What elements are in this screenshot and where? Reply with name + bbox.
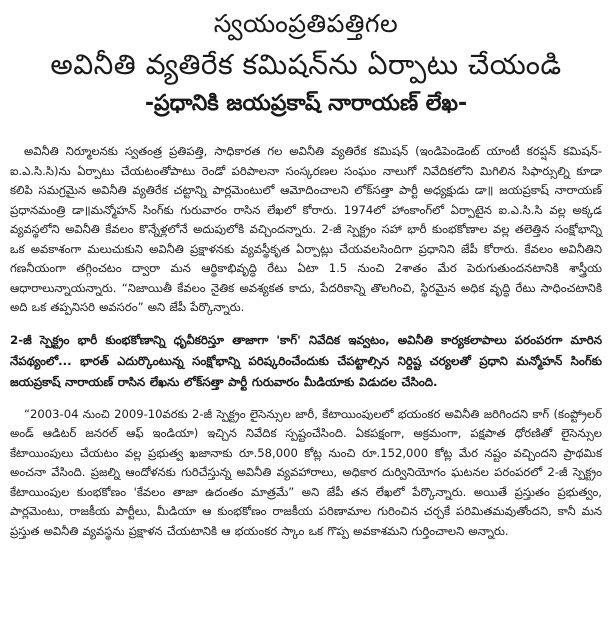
headline-subtitle: -ప్రధానికి జయప్రకాష్ నారాయణ్ లేఖ- — [144, 91, 468, 116]
headline-block — [10, 4, 602, 122]
article-paragraph-1: అవినీతి నిర్మూలనకు స్వతంత్ర ప్రతిపత్తి, సాధికారత గల అవినీతి వ్యతిరేక కమిషన్ (ఇండిపెండెంట్ యాంటీ కరప్షన్ కమిషన్-ఐ.ఎ.సి.సి)ను ఏర్పాటు చేయటంతోపాటు రెండో పరిపాలనా సంస్కరణల సంఘం నాలుగో నివేదికలోని మిగిలిన సిఫార్సుల్ని కూడా కలిపి సమగ్రమైన అవినీతి వ్యతిరేక చట్టాన్ని పార్లమెంటులో ఆమోదించాలని లోక్‌సత్తా పార్టీ అధ్యక్షుడు డా॥ జయప్రకాష్ నారాయణ్ ప్రధానమంత్రి డా॥మన్మోహన్ సింగ్‌కు గురువారం రాసిన లేఖలో కోరారు. 1974లో హాంకాంగ్‌లో ఏర్పాటైన ఐ.ఎ.సి.సి వల్ల అక్కడ వ్యవస్థలోని అవినీతి కేవలం కొన్నేళ్లలోనే అదుపులోకి వచ్చిందన్నారు. 2-జీ స్పెక్ట్రం సహా భారీ కుంభకోణాల వల్ల తలెత్తిన సంక్షోభాన్ని ఒక అవకాశంగా మలుచుకుని అవినీతి ప్రక్షాళనకు వ్యవస్థీకృత ఏర్పాట్లు చేయవలసిందిగా ప్రధానిని జేపీ కోరారు. కేవలం అవినీతిని గణనీయంగా తగ్గించటం ద్వారా మన ఆర్థికాభివృద్ధి రేటు ఏటా 1.5 నుంచి 2శాతం మేర పెరుగుతుందనటానికి శాస్త్రీయ ఆధారాలున్నాయన్నారు. “నిజాయితీ కేవలం నైతిక అవశ్యకత కాదు, పేదరికాన్ని తొలగించి, స్థిరమైన అధిక వృద్ధి రేటు సాధించటానికి అది ఒక తప్పనిసరి అవసరం” అని జేపీ పేర్కొన్నారు. — [10, 144, 602, 314]
article-paragraph-3: “2003-04 నుంచి 2009-10వరకు 2-జీ స్పెక్ట్రం లైసెన్సుల జారీ, కేటాయింపులలో భయంకర అవినీతి జరిగిందని కాగ్ (కంప్ట్రోలర్ అండ్ ఆడిటర్ జనరల్ ఆఫ్ ఇండియా) ఇచ్చిన నివేదిక స్పష్టంచేసింది. ఏకపక్షంగా, అక్రమంగా, పక్షపాత ధోరణితో లైసెన్సుల కేటాయింపులు చేయటం వల్ల ప్రభుత్వ ఖజానాకు రూ.58,000 కోట్ల నుంచి రూ.152,000 కోట్ల మేర నష్టం వచ్చిందని ప్రాథమిక అంచనా వేసింది. ప్రజల్ని ఆందోళనకు గురిచేస్తున్న అవినీతి వ్యవహారాలు, అధికార దుర్వినియోగం ఘటనల పరంపరలో 2-జీ స్పెక్ట్రం కేటాయింపుల కుంభకోణం 'కేవలం తాజా ఉదంతం మాత్రమే” అని జేపీ తన లేఖలో పేర్కొన్నారు. అయితే ప్రస్తుతం ప్రభుత్వం, పార్లమెంటు, రాజకీయ పార్టీలు, మీడియా ఆ కుంభకోణం రాజకీయ పరిణామాల గురించిన చర్చకే పరిమితమవుతోందని, కానీ మన ప్రస్తుత అవినీతి వ్యవస్థను ప్రక్షాళన చేయటానికి ఆ భయంకర స్కాం ఒక గొప్ప అవకాశమని గుర్తించాలని అన్నారు. — [10, 406, 602, 538]
article-paragraph-2: 2-జీ స్పెక్ట్రం భారీ కుంభకోణాన్ని ధృవీకరిస్తూ తాజాగా 'కాగ్' నివేదిక ఇవ్వటం, అవినీతి కార్యకలాపాలు పరంపరగా మారిన నేపథ్యంలో... భారత్ ఎదుర్కొంటున్న సంక్షోభాన్ని పరిష్కరించేందుకు చేపట్టాల్సిన నిర్దిష్ట చర్యలతో ప్రధాని మన్మోహన్ సింగ్‌కు జయప్రకాష్ నారాయణ్ రాసిన లేఖను లోక్‌సత్తా పార్టీ గురువారం మీడియాకు విడుదల చేసింది. — [10, 332, 602, 389]
headline-line-1: స్వయంప్రతిపత్తిగల — [213, 9, 399, 38]
headline-line-2: అవినీతి వ్యతిరేక కమిషన్‌ను ఏర్పాటు చేయండి — [50, 48, 562, 81]
